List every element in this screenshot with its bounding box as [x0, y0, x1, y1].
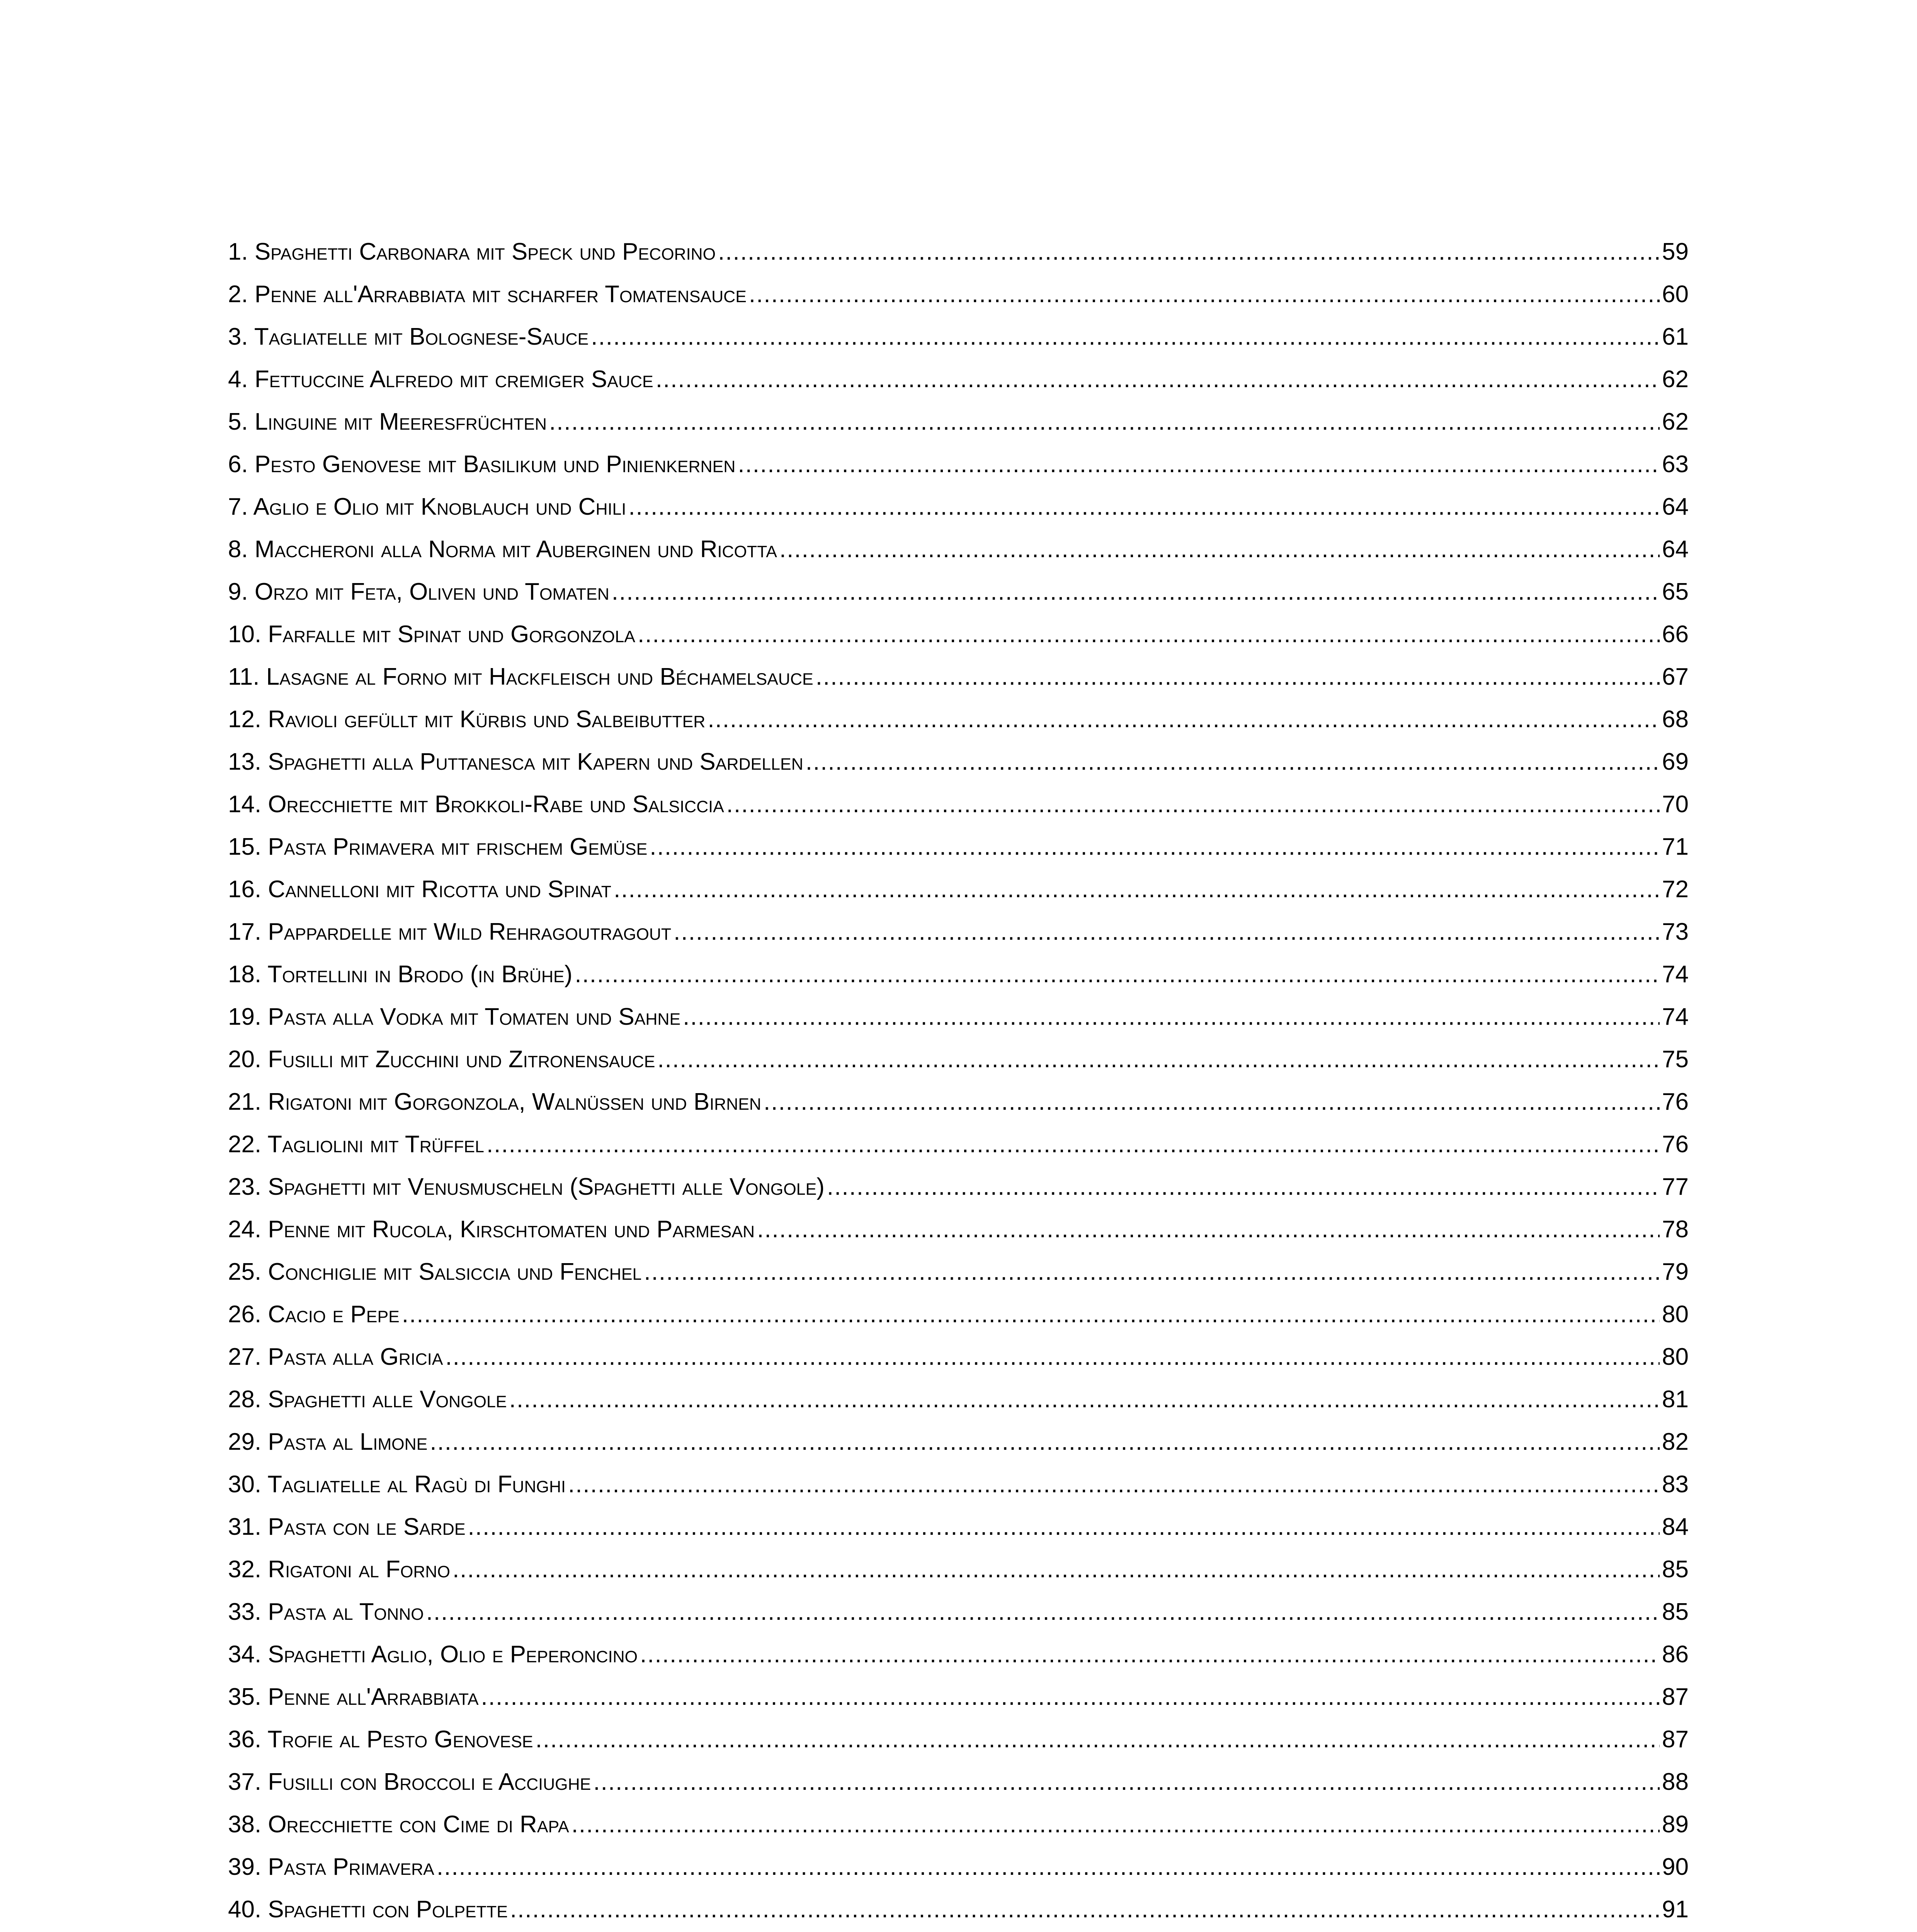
toc-entry-title: 30. Tagliatelle al Ragù di Funghi — [228, 1471, 566, 1498]
dot-leader — [426, 1591, 1660, 1633]
toc-entry-page: 91 — [1662, 1896, 1689, 1923]
toc-entry-title: 34. Spaghetti Aglio, Olio e Peperoncino — [228, 1641, 638, 1668]
toc-entry-title: 37. Fusilli con Broccoli e Acciughe — [228, 1769, 591, 1795]
toc-entry[interactable] — [228, 1038, 1689, 1081]
toc-entry[interactable] — [228, 1463, 1689, 1506]
dot-leader — [764, 1081, 1660, 1123]
dot-leader — [437, 1846, 1660, 1888]
dot-leader — [536, 1718, 1660, 1761]
dot-leader — [757, 1208, 1660, 1251]
toc-entry-page: 81 — [1662, 1386, 1689, 1413]
toc-entry-title: 6. Pesto Genovese mit Basilikum und Pinienkernen — [228, 451, 736, 478]
toc-entry[interactable] — [228, 868, 1689, 911]
toc-entry-title: 7. Aglio e Olio mit Knoblauch und Chili — [228, 493, 626, 520]
toc-entry-page: 64 — [1662, 493, 1689, 520]
toc-entry-title: 35. Penne all'Arrabbiata — [228, 1684, 479, 1710]
toc-entry-title: 3. Tagliatelle mit Bolognese-Sauce — [228, 323, 589, 350]
toc-entry-page: 76 — [1662, 1131, 1689, 1158]
toc-entry-page: 70 — [1662, 791, 1689, 818]
dot-leader — [816, 656, 1660, 698]
toc-entry[interactable] — [228, 911, 1689, 953]
dot-leader — [718, 231, 1660, 273]
toc-entry[interactable] — [228, 486, 1689, 528]
toc-entry-title: 20. Fusilli mit Zucchini und Zitronensauce — [228, 1046, 655, 1073]
toc-entry-title: 2. Penne all'Arrabbiata mit scharfer Tomatensauce — [228, 281, 747, 308]
toc-entry-page: 76 — [1662, 1088, 1689, 1115]
toc-entry[interactable] — [228, 273, 1689, 316]
toc-entry-title: 12. Ravioli gefüllt mit Kürbis und Salbeibutter — [228, 706, 706, 733]
toc-entry[interactable] — [228, 613, 1689, 656]
toc-entry[interactable] — [228, 443, 1689, 486]
toc-entry-title: 31. Pasta con le Sarde — [228, 1514, 466, 1540]
toc-entry-page: 62 — [1662, 408, 1689, 435]
toc-entry[interactable] — [228, 571, 1689, 613]
toc-entry-title: 5. Linguine mit Meeresfrüchten — [228, 408, 547, 435]
toc-entry-page: 87 — [1662, 1726, 1689, 1753]
dot-leader — [628, 486, 1660, 528]
toc-entry-title: 15. Pasta Primavera mit frischem Gemüse — [228, 833, 648, 860]
toc-entry[interactable] — [228, 953, 1689, 996]
toc-entry-page: 66 — [1662, 621, 1689, 648]
toc-entry[interactable] — [228, 1718, 1689, 1761]
toc-entry-page: 65 — [1662, 578, 1689, 605]
toc-entry-page: 67 — [1662, 663, 1689, 690]
toc-entry-page: 83 — [1662, 1471, 1689, 1498]
toc-entry-title: 13. Spaghetti alla Puttanesca mit Kapern und Sardellen — [228, 748, 803, 775]
toc-entry-title: 28. Spaghetti alle Vongole — [228, 1386, 507, 1413]
toc-entry-title: 11. Lasagne al Forno mit Hackfleisch und Béchamelsauce — [228, 663, 813, 690]
toc-entry[interactable] — [228, 358, 1689, 401]
dot-leader — [827, 1166, 1660, 1208]
toc-entry-page: 68 — [1662, 706, 1689, 733]
toc-entry-title: 17. Pappardelle mit Wild Rehragoutragout — [228, 918, 672, 945]
toc-entry[interactable] — [228, 1166, 1689, 1208]
toc-entry-page: 89 — [1662, 1811, 1689, 1838]
toc-entry-title: 22. Tagliolini mit Trüffel — [228, 1131, 484, 1158]
toc-entry-title: 38. Orecchiette con Cime di Rapa — [228, 1811, 569, 1838]
toc-entry[interactable] — [228, 1293, 1689, 1336]
toc-entry[interactable] — [228, 698, 1689, 741]
toc-entry[interactable] — [228, 1803, 1689, 1846]
toc-entry-page: 61 — [1662, 323, 1689, 350]
toc-entry-title: 8. Maccheroni alla Norma mit Auberginen und Ricotta — [228, 536, 777, 563]
toc-entry[interactable] — [228, 1591, 1689, 1633]
dot-leader — [481, 1676, 1660, 1718]
toc-entry-page: 63 — [1662, 451, 1689, 478]
toc-entry[interactable] — [228, 1633, 1689, 1676]
toc-entry-title: 32. Rigatoni al Forno — [228, 1556, 450, 1583]
dot-leader — [510, 1888, 1660, 1931]
toc-entry-title: 14. Orecchiette mit Brokkoli-Rabe und Salsiccia — [228, 791, 724, 818]
toc-entry[interactable] — [228, 996, 1689, 1038]
dot-leader — [657, 1038, 1660, 1081]
toc-entry-page: 73 — [1662, 918, 1689, 945]
toc-entry-page: 85 — [1662, 1599, 1689, 1625]
dot-leader — [430, 1421, 1660, 1463]
toc-entry[interactable] — [228, 1208, 1689, 1251]
dot-leader — [591, 316, 1660, 358]
toc-entry-page: 62 — [1662, 366, 1689, 393]
toc-entry-page: 69 — [1662, 748, 1689, 775]
dot-leader — [568, 1463, 1660, 1506]
dot-leader — [614, 868, 1660, 911]
toc-entry[interactable] — [228, 1676, 1689, 1718]
toc-entry-page: 78 — [1662, 1216, 1689, 1243]
toc-entry-page: 79 — [1662, 1259, 1689, 1285]
toc-entry-page: 80 — [1662, 1344, 1689, 1370]
dot-leader — [656, 358, 1660, 401]
dot-leader — [674, 911, 1660, 953]
toc-entry[interactable] — [228, 231, 1689, 273]
toc-entry-title: 1. Spaghetti Carbonara mit Speck und Pecorino — [228, 238, 716, 265]
dot-leader — [509, 1378, 1660, 1421]
toc-entry-title: 9. Orzo mit Feta, Oliven und Tomaten — [228, 578, 609, 605]
toc-entry-page: 77 — [1662, 1173, 1689, 1200]
toc-entry[interactable] — [228, 741, 1689, 783]
toc-entry-title: 27. Pasta alla Gricia — [228, 1344, 443, 1370]
toc-entry-title: 36. Trofie al Pesto Genovese — [228, 1726, 533, 1753]
toc-entry-title: 40. Spaghetti con Polpette — [228, 1896, 508, 1923]
toc-entry[interactable] — [228, 1251, 1689, 1293]
toc-entry[interactable] — [228, 1081, 1689, 1123]
dot-leader — [650, 826, 1660, 868]
toc-entry-page: 74 — [1662, 961, 1689, 988]
toc-entry[interactable] — [228, 1378, 1689, 1421]
toc-entry-title: 10. Farfalle mit Spinat und Gorgonzola — [228, 621, 635, 648]
toc-list — [228, 231, 1689, 1932]
toc-entry-page: 74 — [1662, 1003, 1689, 1030]
toc-entry-page: 75 — [1662, 1046, 1689, 1073]
toc-entry-title: 29. Pasta al Limone — [228, 1429, 428, 1455]
dot-leader — [549, 401, 1660, 443]
toc-entry[interactable] — [228, 1548, 1689, 1591]
dot-leader — [640, 1633, 1660, 1676]
toc-entry-page: 59 — [1662, 238, 1689, 265]
dot-leader — [683, 996, 1660, 1038]
dot-leader — [708, 698, 1660, 741]
toc-entry-title: 19. Pasta alla Vodka mit Tomaten und Sahne — [228, 1003, 681, 1030]
toc-entry-title: 23. Spaghetti mit Venusmuscheln (Spaghetti alle Vongole) — [228, 1173, 825, 1200]
dot-leader — [486, 1123, 1660, 1166]
dot-leader — [452, 1548, 1660, 1591]
toc-entry-title: 16. Cannelloni mit Ricotta und Spinat — [228, 876, 612, 903]
toc-entry[interactable] — [228, 401, 1689, 443]
toc-entry-title: 26. Cacio e Pepe — [228, 1301, 400, 1328]
toc-entry[interactable] — [228, 1761, 1689, 1803]
toc-entry-page: 64 — [1662, 536, 1689, 563]
dot-leader — [738, 443, 1660, 486]
dot-leader — [445, 1336, 1660, 1378]
toc-entry[interactable] — [228, 528, 1689, 571]
toc-entry-title: 21. Rigatoni mit Gorgonzola, Walnüssen und Birnen — [228, 1088, 761, 1115]
toc-entry[interactable] — [228, 1888, 1689, 1931]
dot-leader — [638, 613, 1660, 656]
toc-entry[interactable] — [228, 783, 1689, 826]
toc-entry[interactable] — [228, 826, 1689, 868]
dot-leader — [779, 528, 1660, 571]
toc-entry-page: 84 — [1662, 1514, 1689, 1540]
dot-leader — [468, 1506, 1660, 1548]
toc-entry-page: 80 — [1662, 1301, 1689, 1328]
dot-leader — [644, 1251, 1660, 1293]
toc-entry[interactable] — [228, 1336, 1689, 1378]
toc-entry-page: 87 — [1662, 1684, 1689, 1710]
toc-entry-title: 4. Fettuccine Alfredo mit cremiger Sauce — [228, 366, 653, 393]
toc-entry-page: 90 — [1662, 1854, 1689, 1880]
toc-entry[interactable] — [228, 1846, 1689, 1888]
dot-leader — [402, 1293, 1660, 1336]
toc-entry-title: 33. Pasta al Tonno — [228, 1599, 424, 1625]
toc-entry[interactable] — [228, 1123, 1689, 1166]
dot-leader — [806, 741, 1660, 783]
toc-entry-page: 72 — [1662, 876, 1689, 903]
toc-entry-page: 82 — [1662, 1429, 1689, 1455]
dot-leader — [612, 571, 1660, 613]
toc-entry[interactable] — [228, 316, 1689, 358]
dot-leader — [749, 273, 1660, 316]
toc-entry-page: 60 — [1662, 281, 1689, 308]
toc-entry-page: 86 — [1662, 1641, 1689, 1668]
toc-entry-title: 24. Penne mit Rucola, Kirschtomaten und Parmesan — [228, 1216, 755, 1243]
toc-entry[interactable] — [228, 1421, 1689, 1463]
dot-leader — [593, 1761, 1660, 1803]
dot-leader — [575, 953, 1660, 996]
toc-entry[interactable] — [228, 1506, 1689, 1548]
toc-entry[interactable] — [228, 656, 1689, 698]
toc-entry-page: 71 — [1662, 833, 1689, 860]
toc-entry-title: 18. Tortellini in Brodo (in Brühe) — [228, 961, 573, 988]
dot-leader — [572, 1803, 1660, 1846]
toc-entry-page: 85 — [1662, 1556, 1689, 1583]
dot-leader — [726, 783, 1660, 826]
toc-entry-title: 39. Pasta Primavera — [228, 1854, 434, 1880]
toc-entry-page: 88 — [1662, 1769, 1689, 1795]
toc-entry-title: 25. Conchiglie mit Salsiccia und Fenchel — [228, 1259, 642, 1285]
